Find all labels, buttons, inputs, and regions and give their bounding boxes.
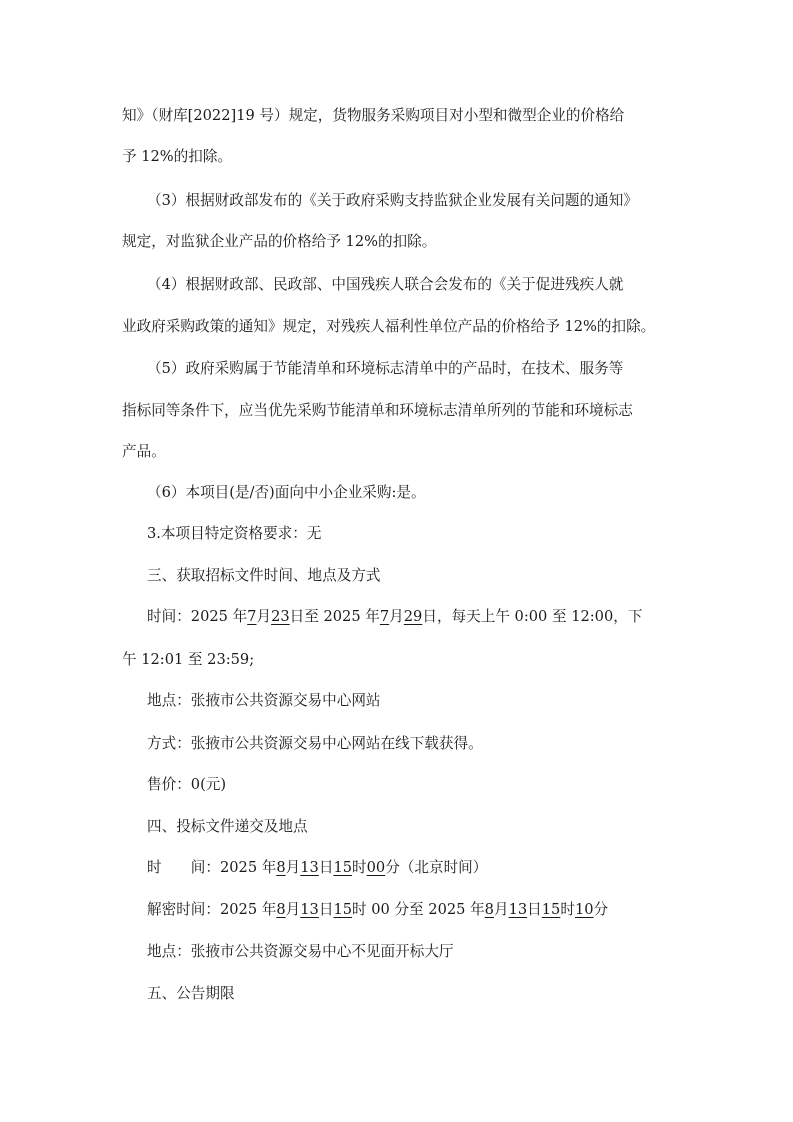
- hour-suffix: 时: [352, 859, 367, 876]
- section-heading: 三、获取招标文件时间、地点及方式: [147, 567, 381, 584]
- month-value: 8: [484, 901, 494, 918]
- time-tail: 日，每天上午 0:00 至 12:00，下: [422, 608, 643, 625]
- time-tail: 分（北京时间）: [385, 859, 488, 876]
- hour-suffix: 时: [560, 901, 575, 918]
- day-value: 13: [508, 901, 528, 918]
- time-label: 时间：: [147, 608, 191, 625]
- submit-time-line: [147, 858, 487, 878]
- paragraph-line: 午 12:01 至 23:59;: [122, 651, 255, 668]
- to-text: 日至 2025 年: [289, 608, 380, 625]
- paragraph-line: 知》（财库[2022]19 号）规定，货物服务采购项目对小型和微型企业的价格给: [122, 107, 625, 124]
- day-value: 29: [403, 608, 423, 625]
- paragraph-line: （5）政府采购属于节能清单和环境标志清单中的产品时，在技术、服务等: [147, 360, 624, 377]
- end-text: 分: [593, 901, 609, 918]
- decrypt-label: 解密时间：2025 年: [147, 901, 277, 918]
- year-text: 2025 年: [190, 608, 248, 625]
- hour-value: 15: [333, 901, 353, 918]
- day-suffix: 日: [527, 901, 542, 918]
- month-value: 8: [276, 901, 286, 918]
- mid-text: 时 00 分至 2025 年: [352, 901, 485, 918]
- section-heading: 四、投标文件递交及地点: [147, 818, 308, 835]
- month-value: 8: [276, 859, 286, 876]
- month-value: 7: [379, 608, 390, 625]
- paragraph-line: 3.本项目特定资格要求：无: [147, 525, 322, 542]
- day-value: 13: [300, 901, 319, 918]
- minute-value: 00: [366, 859, 386, 876]
- paragraph-line: （3）根据财政部发布的《关于政府采购支持监狱企业发展有关问题的通知》: [147, 192, 638, 209]
- time-label: 时 间：2025 年: [147, 859, 277, 876]
- month-suffix: 月: [285, 901, 301, 918]
- hour-value: 15: [333, 859, 353, 876]
- paragraph-line: 业政府采购政策的通知》规定，对残疾人福利性单位产品的价格给予 12%的扣除。: [122, 318, 656, 335]
- month-suffix: 月: [285, 859, 301, 876]
- day-suffix: 日: [318, 859, 334, 876]
- price-line: 售价：0(元): [147, 776, 227, 793]
- place-line: 地点：张掖市公共资源交易中心网站: [147, 692, 381, 709]
- section-heading: 五、公告期限: [147, 985, 235, 1002]
- paragraph-line: 产品。: [122, 443, 166, 460]
- month-suffix: 月: [493, 901, 509, 918]
- month-value: 7: [247, 608, 257, 625]
- hour-value: 15: [541, 901, 561, 918]
- place-line: 地点：张掖市公共资源交易中心不见面开标大厅: [147, 943, 454, 960]
- doc-time-line: [147, 607, 642, 627]
- paragraph-line: 规定，对监狱企业产品的价格给予 12%的扣除。: [122, 233, 437, 250]
- paragraph-line: 予 12%的扣除。: [122, 148, 233, 165]
- paragraph-line: （6）本项目(是/否)面向中小企业采购:是。: [147, 484, 426, 501]
- minute-value: 10: [574, 901, 594, 918]
- method-line: 方式：张掖市公共资源交易中心网站在线下载获得。: [147, 735, 483, 752]
- day-value: 23: [271, 608, 290, 625]
- paragraph-line: （4）根据财政部、民政部、中国残疾人联合会发布的《关于促进残疾人就: [147, 276, 624, 293]
- paragraph-line: 指标同等条件下，应当优先采购节能清单和环境标志清单所列的节能和环境标志: [122, 402, 633, 419]
- month-suffix: 月: [389, 608, 404, 625]
- day-value: 13: [300, 859, 319, 876]
- decrypt-time-line: [147, 900, 608, 920]
- day-suffix: 日: [318, 901, 334, 918]
- month-suffix: 月: [256, 608, 272, 625]
